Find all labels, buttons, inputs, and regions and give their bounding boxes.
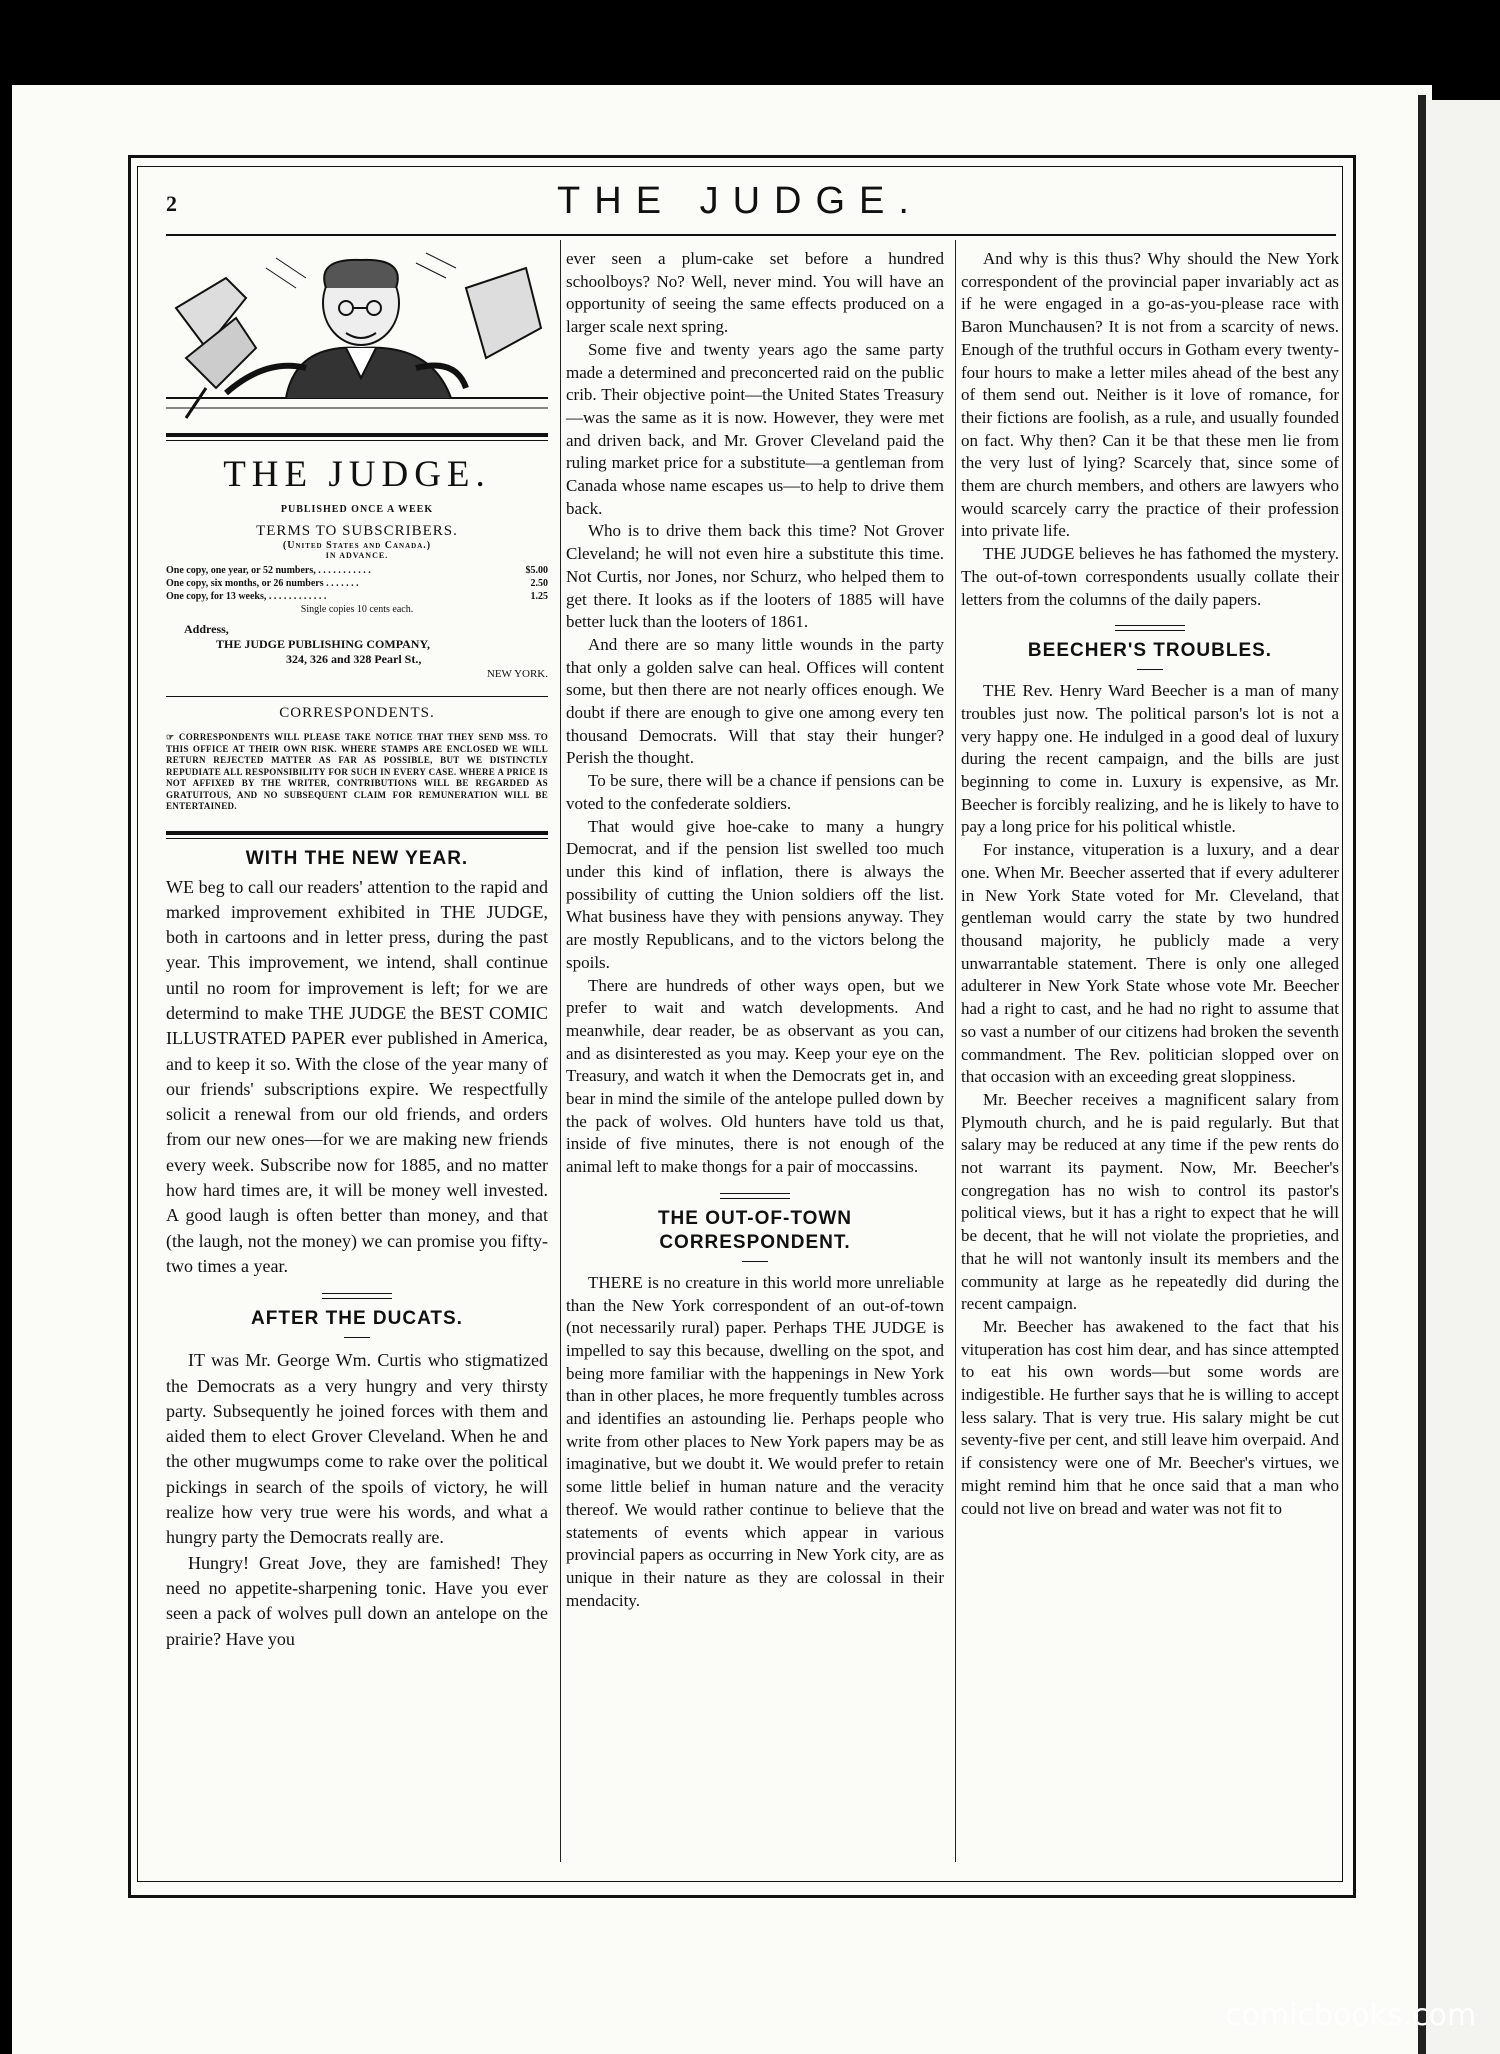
section-divider [1115, 625, 1185, 631]
article-heading: THE OUT-OF-TOWN CORRESPONDENT. [657, 1207, 853, 1253]
article-paragraph: Some five and twenty years ago the same party made a determined and preconcerted raid on the public crib. Their objective point—the United States Treasury—was the same as it is now. However, they were met and driven back, and Mr. Grover Cleveland paid the ruling market price for a substitute—a gentleman from Canada whose name escapes us—to help to drive them back. [566, 339, 944, 518]
masthead-column [166, 248, 548, 1652]
article-paragraph: Mr. Beecher has awakened to the fact that his vituperation has cost him dear, and has since attempted to eat his own words—but some words are indigestible. He further says that he is willing to accept less salary. That is very true. His salary might be cut seventy-five per cent, and still leave him overpaid. And if consistency were one of Mr. Beecher's virtues, we might remind him that he once said that a man who could not live on bread and water was not fit to [961, 1316, 1339, 1518]
article-heading: AFTER THE DUCATS. [251, 1308, 463, 1330]
article-paragraph: And why is this thus? Why should the New York correspondent of the provincial paper invariably act as if he were engaged in a go-as-you-please race with Baron Munchausen? It is not from a scarcity of news. Enough of the truthful occurs in Gotham every twenty-four hours to make a letter miles ahead of the best any of them send out. Neither is it love of romance, for their fictions are foolish, as a rule, and usually founded on fact. Why then? Can it be that these men lie from the very lust of lying? Scarcely that, since some of them are church members, and others are lawyers who would scarcely carry the practice of their profession into private life. [961, 249, 1339, 541]
next-page-edge [1426, 100, 1500, 2054]
article-paragraph: And there are so many little wounds in the party that only a golden salve can heal. Offices will content some, but then there are not nearly offices enough. We doubt if there are enough to give one among every ten thousand Democrats. Will that stay their hunger? Perish the thought. [566, 634, 944, 768]
masthead-title: THE JUDGE. [223, 454, 491, 495]
in-advance-note: IN ADVANCE. [325, 551, 389, 560]
correspondents-notice: ☞ CORRESPONDENTS WILL PLEASE TAKE NOTICE THAT THEY SEND MSS. TO THIS OFFICE AT THEIR OWN RISK. WHERE STAMPS ARE ENCLOSED WE WILL RETURN REJECTED MATTER AS FAR AS POSSIBLE, BUT WE DISTINCTLY REPUDIATE ALL RESPONSIBILITY FOR SUCH IN EVERY CASE. WHERE A PRICE IS NOT AFFIXED BY THE WRITER, CONTRIBUTIONS WILL BE REGARDED AS GRATUITOUS, AND NO SUBSEQUENT CLAIM FOR REMUNERATION WILL BE ENTERTAINED. [166, 732, 548, 811]
masthead-rule [166, 433, 548, 441]
article-paragraph: Hungry! Great Jove, they are famished! They need no appetite-sharpening tonic. Have you ever seen a pack of wolves pull down an antelope on the prairie? Have you [166, 1552, 548, 1649]
article-paragraph: To be sure, there will be a chance if pensions can be voted to the confederate soldiers. [566, 771, 944, 813]
column-divider-2 [955, 240, 956, 1862]
article-paragraph: THERE is no creature in this world more unreliable than the New York correspondent of an out-of-town (not necessarily rural) paper. Perhaps THE JUDGE is impelled to say this because, dwelling on the spot, and being more familiar with the happenings in New York than in other places, he more frequently tumbles across and identifies an astounding lie. Perhaps people who write from other places to New York papers may be as imaginative, but we doubt it. We would prefer to retain some little belief in human nature and the veracity thereof. We would rather continue to believe that the statements of events which appear in various provincial papers as occurring in New York city, are as unique in their nature as they are colossal in their mendacity. [566, 1272, 944, 1610]
article-new-year [166, 847, 548, 1652]
judge-illustration [166, 248, 548, 424]
rate-row: One copy, for 13 weeks, . . . . . . . . . . . . 1.25 [166, 591, 548, 602]
article-paragraph: Mr. Beecher receives a magnificent salary from Plymouth church, and he is paid regularly. But that salary may be reduced at any time if the pew rents do not warrant its payment. Now, Mr. Beecher's congregation has no wish to control its pastor's political views, but it has a right to expect that he will be decent, that he will not violate the proprieties, and that he will not wantonly insult its members and the community at large as he repeatedly did during the recent campaign. [961, 1089, 1339, 1314]
rate-row: One copy, one year, or 52 numbers, . . . . . . . . . . . $5.00 [166, 565, 548, 576]
column-2 [566, 248, 944, 1612]
header-rule [166, 234, 1336, 236]
article-paragraph: There are hundreds of other ways open, but we prefer to wait and watch developments. And meanwhile, dear reader, be as observant as you can, and as disinterested as you may. Keep your eye on the Treasury, and watch it when the Democrats get in, and bear in mind the simile of the antelope pulled down by the pack of wolves. Old hunters have told us that, inside of five minutes, there is not enough of the animal left to make thongs for a pair of moccassins. [566, 975, 944, 1177]
article-paragraph: IT was Mr. George Wm. Curtis who stigmatized the Democrats as a very hungry and very thirsty party. Subsequently he joined forces with them and aided them to elect Grover Cleveland. When he and the other mugwumps come to rake over the political pickings in search of the spoils of victory, he will realize how very true were his words, and what a hungry party the Democrats really are. [166, 1350, 548, 1548]
rate-row: One copy, six months, or 26 numbers . . . . . . . 2.50 [166, 578, 548, 589]
section-rule-thick [166, 831, 548, 839]
section-rule [166, 696, 548, 697]
heading-dash [1137, 669, 1163, 670]
article-paragraph: For instance, vituperation is a luxury, and a dear one. When Mr. Beecher asserted that if every adulterer in New York State voted for Mr. Cleveland, that gentleman would carry the state by two hundred thousand majority, he publicly made a very unwarrantable statement. There is only one alleged adulterer in New York State whose vote Mr. Beecher had a right to cast, and he had no right to assume that so vast a number of our citizens had broken the seventh commandment. The Rev. politician slopped over on that occasion with an exceeding great sloppiness. [961, 840, 1339, 1087]
terms-region: (United States and Canada.) [282, 540, 432, 551]
single-copy-price: Single copies 10 cents each. [300, 604, 414, 615]
heading-dash [344, 1337, 370, 1338]
article-paragraph: Who is to drive them back this time? Not Grover Cleveland; he will not even hire a substitute this time. Not Curtis, nor Jones, nor Schurz, who helped them to get there. It looks as if the looters of 1885 will have better luck than the looters of 1861. [566, 521, 944, 632]
article-paragraph: WE beg to call our readers' attention to the rapid and marked improvement exhibited in THE JUDGE, both in cartoons and in letter press, during the past year. This improvement, we intend, shall continue until no room for improvement is left; for we are determind to make THE JUDGE the BEST COMIC ILLUSTRATED PAPER ever published in America, and to keep it so. With the close of the year many of our friends' subscriptions expire. We respectfully solicit a renewal from our old friends, and orders from our new ones—for we are making new friends every week. Subscribe now for 1885, and no matter how hard times are, it will be money well invested. A good laugh is often better than money, and that (the laugh, not the money) we can promise you fifty-two times a year. [166, 876, 548, 1276]
page-spine [1418, 95, 1426, 2054]
column-3 [961, 248, 1339, 1520]
page-header-title: THE JUDGE. [557, 180, 923, 222]
correspondents-heading: CORRESPONDENTS. [279, 705, 435, 721]
subscription-rates [166, 564, 548, 616]
column-divider-1 [560, 240, 561, 1862]
terms-heading: TERMS TO SUBSCRIBERS. [256, 523, 458, 539]
article-paragraph: THE JUDGE believes he has fathomed the mystery. The out-of-town correspondents usually collate their letters from the columns of the daily papers. [961, 544, 1339, 609]
site-watermark: comicbooks.com [1225, 1998, 1477, 2033]
article-paragraph: THE Rev. Henry Ward Beecher is a man of many troubles just now. The political parson's lot is not a very happy one. He indulged in a good deal of luxury during the recent campaign, and the bills are just beginning to come in. Luxury is expensive, as Mr. Beecher is forcibly realizing, and he is likely to have to pay a long price for his political whistle. [961, 681, 1339, 837]
publication-frequency: PUBLISHED ONCE A WEEK [280, 504, 434, 515]
page-number: 2 [166, 191, 177, 216]
article-heading: BEECHER'S TROUBLES. [1027, 640, 1273, 662]
section-divider [322, 1293, 392, 1299]
article-heading: WITH THE NEW YEAR. [245, 847, 469, 869]
article-paragraph: ever seen a plum-cake set before a hundred schoolboys? No? Well, never mind. You will have an opportunity of seeing the same effects produced on a larger scale next spring. [566, 249, 944, 337]
heading-dash [742, 1261, 768, 1262]
section-divider [720, 1193, 790, 1199]
publisher-address: Address, THE JUDGE PUBLISHING COMPANY, 324, 326 and 328 Pearl St., NEW YORK. [184, 622, 548, 680]
article-paragraph: That would give hoe-cake to many a hungry Democrat, and if the pension list swelled too much under this kind of inflation, there is always the possibility of cutting the Union soldiers off the list. What business have they with pensions anyway. They are mostly Republicans, and to the victors belong the spoils. [566, 816, 944, 972]
